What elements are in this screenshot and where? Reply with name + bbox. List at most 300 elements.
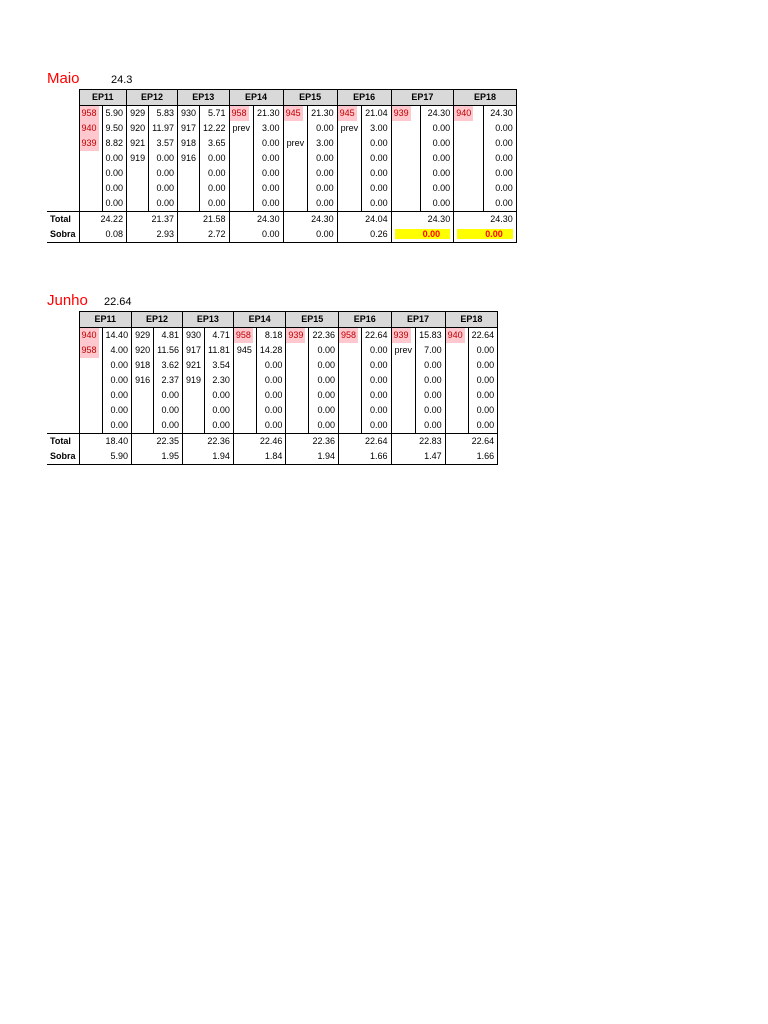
quantity-cell: 0.00 bbox=[421, 166, 454, 181]
order-id-cell bbox=[337, 136, 362, 151]
order-id-cell bbox=[454, 106, 484, 122]
order-id-cell bbox=[127, 181, 149, 196]
quantity-cell: 0.00 bbox=[416, 373, 446, 388]
quantity-cell: 0.00 bbox=[483, 121, 516, 136]
order-id-cell bbox=[337, 151, 362, 166]
quantity-cell: 0.00 bbox=[149, 151, 178, 166]
total-value: 24.30 bbox=[391, 212, 454, 228]
order-id-cell bbox=[283, 166, 308, 181]
quantity-cell: 0.00 bbox=[416, 388, 446, 403]
column-header: EP11 bbox=[79, 90, 127, 106]
order-id-cell bbox=[79, 136, 102, 151]
quantity-cell: 0.00 bbox=[102, 166, 127, 181]
quantity-cell: 0.00 bbox=[256, 373, 286, 388]
order-id-cell bbox=[338, 328, 361, 344]
sobra-label: Sobra bbox=[47, 227, 79, 243]
row-label-empty bbox=[47, 358, 79, 373]
quantity-cell: 0.00 bbox=[468, 388, 498, 403]
column-header: EP11 bbox=[79, 312, 132, 328]
quantity-cell: 0.00 bbox=[256, 403, 286, 418]
order-id-cell bbox=[391, 121, 421, 136]
column-header: EP17 bbox=[391, 312, 445, 328]
quantity-cell: 3.57 bbox=[149, 136, 178, 151]
order-id-cell bbox=[283, 106, 308, 122]
quantity-cell: 0.00 bbox=[362, 166, 392, 181]
table-row bbox=[47, 106, 516, 122]
order-id: 939 bbox=[392, 328, 411, 343]
total-value: 21.58 bbox=[177, 212, 229, 228]
sobra-value: 1.95 bbox=[132, 449, 183, 465]
order-id-cell bbox=[182, 418, 204, 434]
order-id-cell bbox=[79, 328, 102, 344]
order-id-cell: 929 bbox=[132, 328, 154, 344]
quantity-cell: 0.00 bbox=[362, 403, 392, 418]
quantity-cell: 0.00 bbox=[256, 388, 286, 403]
order-id-cell: 918 bbox=[177, 136, 199, 151]
quantity-cell: 14.40 bbox=[102, 328, 132, 344]
quantity-cell: 0.00 bbox=[362, 418, 392, 434]
order-id: 958 bbox=[80, 343, 99, 358]
order-id-cell bbox=[79, 106, 102, 122]
table-row bbox=[47, 403, 498, 418]
sobra-row bbox=[47, 449, 498, 465]
quantity-cell: 0.00 bbox=[483, 151, 516, 166]
table-row bbox=[47, 121, 516, 136]
month-title: Junho bbox=[47, 292, 88, 309]
quantity-cell: 0.00 bbox=[362, 181, 392, 196]
quantity-cell: 7.00 bbox=[416, 343, 446, 358]
quantity-cell: 0.00 bbox=[256, 418, 286, 434]
quantity-cell: 0.00 bbox=[308, 151, 338, 166]
order-id-cell bbox=[391, 388, 416, 403]
order-id: 939 bbox=[392, 106, 411, 121]
quantity-cell: 0.00 bbox=[254, 136, 284, 151]
order-id-cell bbox=[229, 181, 254, 196]
quantity-cell: 0.00 bbox=[468, 343, 498, 358]
total-value: 24.30 bbox=[454, 212, 517, 228]
sobra-label: Sobra bbox=[47, 449, 79, 465]
quantity-cell: 0.00 bbox=[483, 166, 516, 181]
quantity-cell: 0.00 bbox=[421, 151, 454, 166]
quantity-cell: 3.62 bbox=[154, 358, 183, 373]
quantity-cell: 3.00 bbox=[254, 121, 284, 136]
quantity-cell: 4.00 bbox=[102, 343, 132, 358]
quantity-cell: 0.00 bbox=[416, 358, 446, 373]
total-value: 24.04 bbox=[337, 212, 391, 228]
order-id-cell bbox=[177, 181, 199, 196]
quantity-cell: 0.00 bbox=[362, 196, 392, 212]
row-label-empty bbox=[47, 388, 79, 403]
order-id-cell: 917 bbox=[177, 121, 199, 136]
order-id-cell bbox=[391, 151, 421, 166]
sobra-value: 1.94 bbox=[182, 449, 233, 465]
order-id-cell bbox=[337, 106, 362, 122]
quantity-cell: 21.30 bbox=[254, 106, 284, 122]
row-label-empty bbox=[47, 328, 79, 344]
order-id-cell bbox=[454, 166, 484, 181]
quantity-cell: 14.28 bbox=[256, 343, 286, 358]
order-id-cell bbox=[127, 166, 149, 181]
quantity-cell: 0.00 bbox=[362, 373, 392, 388]
column-header: EP18 bbox=[454, 90, 517, 106]
order-id-cell: 920 bbox=[132, 343, 154, 358]
order-id-cell bbox=[233, 328, 256, 344]
row-label-empty bbox=[47, 343, 79, 358]
sobra-value: 0.26 bbox=[337, 227, 391, 243]
order-id: 940 bbox=[446, 328, 465, 343]
order-id-cell bbox=[177, 196, 199, 212]
sobra-value: 2.72 bbox=[177, 227, 229, 243]
quantity-cell: 0.00 bbox=[309, 373, 339, 388]
order-id-cell bbox=[286, 373, 309, 388]
table-row bbox=[47, 418, 498, 434]
total-row bbox=[47, 434, 498, 450]
quantity-cell: 0.00 bbox=[102, 388, 132, 403]
total-value: 22.36 bbox=[182, 434, 233, 450]
quantity-cell: 12.22 bbox=[200, 121, 230, 136]
order-id-cell bbox=[454, 196, 484, 212]
quantity-cell: 0.00 bbox=[102, 373, 132, 388]
order-id-cell bbox=[391, 358, 416, 373]
order-id-cell: prev bbox=[391, 343, 416, 358]
sobra-row bbox=[47, 227, 516, 243]
order-id-cell bbox=[338, 388, 361, 403]
order-id-cell bbox=[79, 358, 102, 373]
order-id-cell bbox=[79, 343, 102, 358]
quantity-cell: 0.00 bbox=[254, 196, 284, 212]
total-value: 22.64 bbox=[338, 434, 391, 450]
order-id-cell bbox=[391, 328, 416, 344]
order-id-cell: 945 bbox=[233, 343, 256, 358]
quantity-cell: 22.64 bbox=[362, 328, 392, 344]
capacity-value: 24.3 bbox=[111, 74, 133, 86]
quantity-cell: 0.00 bbox=[483, 136, 516, 151]
total-value: 24.30 bbox=[229, 212, 283, 228]
order-id-cell bbox=[233, 388, 256, 403]
quantity-cell: 0.00 bbox=[200, 196, 230, 212]
quantity-cell: 0.00 bbox=[468, 373, 498, 388]
quantity-cell: 0.00 bbox=[421, 121, 454, 136]
order-id-cell: 917 bbox=[182, 343, 204, 358]
order-id-cell bbox=[233, 373, 256, 388]
sobra-value: 0.08 bbox=[79, 227, 127, 243]
sobra-value: 2.93 bbox=[127, 227, 178, 243]
quantity-cell: 11.97 bbox=[149, 121, 178, 136]
order-id-cell bbox=[445, 388, 468, 403]
table-row bbox=[47, 151, 516, 166]
quantity-cell: 21.04 bbox=[362, 106, 392, 122]
quantity-cell: 0.00 bbox=[309, 343, 339, 358]
total-value: 22.36 bbox=[286, 434, 339, 450]
sobra-value-highlighted: 0.00 bbox=[395, 229, 451, 239]
total-value: 21.37 bbox=[127, 212, 178, 228]
row-label-empty bbox=[47, 196, 79, 212]
total-value: 24.22 bbox=[79, 212, 127, 228]
quantity-cell: 9.50 bbox=[102, 121, 127, 136]
order-id-cell bbox=[391, 373, 416, 388]
sobra-value: 0.00 bbox=[229, 227, 283, 243]
row-label-empty bbox=[47, 403, 79, 418]
table-row bbox=[47, 343, 498, 358]
sobra-value: 1.66 bbox=[338, 449, 391, 465]
quantity-cell: 0.00 bbox=[200, 151, 230, 166]
order-id-cell bbox=[286, 418, 309, 434]
order-id-cell bbox=[79, 373, 102, 388]
quantity-cell: 4.71 bbox=[205, 328, 234, 344]
quantity-cell: 2.30 bbox=[205, 373, 234, 388]
order-id-cell: 916 bbox=[177, 151, 199, 166]
table-row bbox=[47, 181, 516, 196]
order-id-cell bbox=[283, 151, 308, 166]
table-row bbox=[47, 328, 498, 344]
order-id-cell bbox=[286, 358, 309, 373]
order-id-cell bbox=[445, 358, 468, 373]
order-id-cell bbox=[391, 196, 421, 212]
order-id-cell bbox=[391, 166, 421, 181]
capacity-value: 22.64 bbox=[104, 296, 132, 308]
order-id-cell bbox=[338, 418, 361, 434]
sobra-value: 1.84 bbox=[233, 449, 286, 465]
order-id-cell: prev bbox=[337, 121, 362, 136]
quantity-cell: 0.00 bbox=[362, 151, 392, 166]
order-id-cell bbox=[79, 418, 102, 434]
header-row bbox=[47, 312, 498, 328]
order-id-cell bbox=[229, 166, 254, 181]
quantity-cell: 3.65 bbox=[200, 136, 230, 151]
order-id-cell bbox=[79, 181, 102, 196]
sobra-value: 0.00 bbox=[283, 227, 337, 243]
quantity-cell: 24.30 bbox=[483, 106, 516, 122]
order-id-cell bbox=[79, 196, 102, 212]
quantity-cell: 0.00 bbox=[416, 403, 446, 418]
order-id-cell bbox=[79, 121, 102, 136]
row-label-empty bbox=[47, 418, 79, 434]
row-label-empty bbox=[47, 121, 79, 136]
quantity-cell: 3.54 bbox=[205, 358, 234, 373]
column-header: EP12 bbox=[132, 312, 183, 328]
allocation-table bbox=[47, 311, 498, 465]
order-id-cell: 930 bbox=[182, 328, 204, 344]
quantity-cell: 0.00 bbox=[421, 136, 454, 151]
quantity-cell: 0.00 bbox=[421, 181, 454, 196]
quantity-cell: 0.00 bbox=[154, 403, 183, 418]
order-id-cell bbox=[283, 121, 308, 136]
order-id-cell bbox=[445, 343, 468, 358]
order-id-cell bbox=[391, 403, 416, 418]
order-id: 940 bbox=[80, 121, 99, 136]
column-header: EP15 bbox=[286, 312, 339, 328]
order-id-cell bbox=[454, 121, 484, 136]
column-header: EP14 bbox=[229, 90, 283, 106]
row-label-empty bbox=[47, 90, 79, 106]
order-id-cell: 916 bbox=[132, 373, 154, 388]
table-row bbox=[47, 196, 516, 212]
order-id-cell bbox=[79, 151, 102, 166]
order-id-cell bbox=[182, 403, 204, 418]
order-id-cell bbox=[283, 181, 308, 196]
order-id: 940 bbox=[454, 106, 473, 121]
order-id-cell: 921 bbox=[127, 136, 149, 151]
quantity-cell: 0.00 bbox=[309, 358, 339, 373]
quantity-cell: 0.00 bbox=[154, 418, 183, 434]
order-id-cell bbox=[79, 166, 102, 181]
order-id-cell: prev bbox=[229, 121, 254, 136]
quantity-cell: 0.00 bbox=[254, 166, 284, 181]
quantity-cell: 0.00 bbox=[468, 403, 498, 418]
allocation-table bbox=[47, 89, 517, 243]
column-header: EP16 bbox=[338, 312, 391, 328]
quantity-cell: 0.00 bbox=[421, 196, 454, 212]
quantity-cell: 0.00 bbox=[362, 136, 392, 151]
row-label-empty bbox=[47, 136, 79, 151]
order-id-cell bbox=[338, 358, 361, 373]
order-id-cell bbox=[391, 106, 421, 122]
total-value: 22.46 bbox=[233, 434, 286, 450]
order-id: 958 bbox=[230, 106, 249, 121]
quantity-cell: 0.00 bbox=[362, 388, 392, 403]
quantity-cell: 24.30 bbox=[421, 106, 454, 122]
order-id-cell bbox=[337, 196, 362, 212]
order-id-cell bbox=[177, 166, 199, 181]
order-id-cell bbox=[286, 403, 309, 418]
total-value: 22.83 bbox=[391, 434, 445, 450]
sobra-value: 5.90 bbox=[79, 449, 132, 465]
order-id-cell bbox=[127, 196, 149, 212]
order-id-cell bbox=[391, 181, 421, 196]
quantity-cell: 0.00 bbox=[102, 181, 127, 196]
quantity-cell: 21.30 bbox=[308, 106, 338, 122]
total-value: 24.30 bbox=[283, 212, 337, 228]
quantity-cell: 11.56 bbox=[154, 343, 183, 358]
quantity-cell: 4.81 bbox=[154, 328, 183, 344]
quantity-cell: 11.81 bbox=[205, 343, 234, 358]
order-id-cell: 918 bbox=[132, 358, 154, 373]
sobra-value-highlighted: 0.00 bbox=[457, 229, 513, 239]
column-header: EP14 bbox=[233, 312, 286, 328]
table-row bbox=[47, 358, 498, 373]
quantity-cell: 3.00 bbox=[362, 121, 392, 136]
order-id-cell bbox=[132, 403, 154, 418]
sobra-value: 1.66 bbox=[445, 449, 498, 465]
order-id-cell bbox=[233, 403, 256, 418]
order-id-cell: 921 bbox=[182, 358, 204, 373]
quantity-cell: 0.00 bbox=[468, 358, 498, 373]
order-id-cell bbox=[79, 403, 102, 418]
row-label-empty bbox=[47, 373, 79, 388]
order-id-cell bbox=[337, 181, 362, 196]
row-label-empty bbox=[47, 106, 79, 122]
order-id: 958 bbox=[234, 328, 253, 343]
order-id-cell: 919 bbox=[182, 373, 204, 388]
order-id-cell: 930 bbox=[177, 106, 199, 122]
order-id-cell bbox=[445, 373, 468, 388]
quantity-cell: 0.00 bbox=[468, 418, 498, 434]
quantity-cell: 0.00 bbox=[154, 388, 183, 403]
header-row bbox=[47, 90, 516, 106]
total-label: Total bbox=[47, 434, 79, 450]
quantity-cell: 0.00 bbox=[102, 196, 127, 212]
quantity-cell: 0.00 bbox=[308, 181, 338, 196]
quantity-cell: 0.00 bbox=[102, 403, 132, 418]
order-id-cell bbox=[233, 418, 256, 434]
total-value: 22.64 bbox=[445, 434, 498, 450]
order-id: 958 bbox=[80, 106, 99, 121]
quantity-cell: 0.00 bbox=[309, 418, 339, 434]
order-id-cell: 919 bbox=[127, 151, 149, 166]
quantity-cell: 5.71 bbox=[200, 106, 230, 122]
order-id-cell bbox=[229, 136, 254, 151]
total-label: Total bbox=[47, 212, 79, 228]
quantity-cell: 0.00 bbox=[309, 388, 339, 403]
column-header: EP17 bbox=[391, 90, 454, 106]
order-id-cell bbox=[182, 388, 204, 403]
quantity-cell: 0.00 bbox=[483, 181, 516, 196]
quantity-cell: 22.64 bbox=[468, 328, 498, 344]
sobra-value: 1.94 bbox=[286, 449, 339, 465]
quantity-cell: 15.83 bbox=[416, 328, 446, 344]
row-label-empty bbox=[47, 312, 79, 328]
quantity-cell: 0.00 bbox=[149, 196, 178, 212]
order-id-cell bbox=[454, 151, 484, 166]
total-row bbox=[47, 212, 516, 228]
order-id-cell bbox=[454, 181, 484, 196]
order-id-cell bbox=[229, 106, 254, 122]
quantity-cell: 0.00 bbox=[200, 181, 230, 196]
column-header: EP18 bbox=[445, 312, 498, 328]
sobra-value bbox=[454, 227, 517, 243]
total-value: 22.35 bbox=[132, 434, 183, 450]
quantity-cell: 3.00 bbox=[308, 136, 338, 151]
table-row bbox=[47, 388, 498, 403]
order-id-cell bbox=[445, 418, 468, 434]
order-id-cell: 920 bbox=[127, 121, 149, 136]
order-id-cell bbox=[286, 343, 309, 358]
quantity-cell: 0.00 bbox=[149, 166, 178, 181]
quantity-cell: 0.00 bbox=[205, 418, 234, 434]
order-id-cell bbox=[391, 418, 416, 434]
order-id: 945 bbox=[338, 106, 357, 121]
quantity-cell: 8.82 bbox=[102, 136, 127, 151]
row-label-empty bbox=[47, 151, 79, 166]
order-id: 940 bbox=[80, 328, 99, 343]
quantity-cell: 0.00 bbox=[205, 388, 234, 403]
table-row bbox=[47, 373, 498, 388]
order-id-cell bbox=[132, 388, 154, 403]
quantity-cell: 0.00 bbox=[149, 181, 178, 196]
quantity-cell: 0.00 bbox=[308, 196, 338, 212]
order-id-cell bbox=[338, 343, 361, 358]
quantity-cell: 0.00 bbox=[256, 358, 286, 373]
order-id: 939 bbox=[286, 328, 305, 343]
row-label-empty bbox=[47, 181, 79, 196]
quantity-cell: 5.83 bbox=[149, 106, 178, 122]
quantity-cell: 8.18 bbox=[256, 328, 286, 344]
order-id-cell bbox=[286, 328, 309, 344]
order-id: 945 bbox=[284, 106, 303, 121]
order-id-cell bbox=[229, 151, 254, 166]
column-header: EP12 bbox=[127, 90, 178, 106]
sobra-value: 1.47 bbox=[391, 449, 445, 465]
quantity-cell: 0.00 bbox=[102, 151, 127, 166]
sobra-value bbox=[391, 227, 454, 243]
order-id-cell bbox=[79, 388, 102, 403]
order-id-cell bbox=[338, 373, 361, 388]
quantity-cell: 0.00 bbox=[102, 418, 132, 434]
column-header: EP13 bbox=[182, 312, 233, 328]
order-id-cell bbox=[454, 136, 484, 151]
column-header: EP13 bbox=[177, 90, 229, 106]
order-id: 958 bbox=[339, 328, 358, 343]
